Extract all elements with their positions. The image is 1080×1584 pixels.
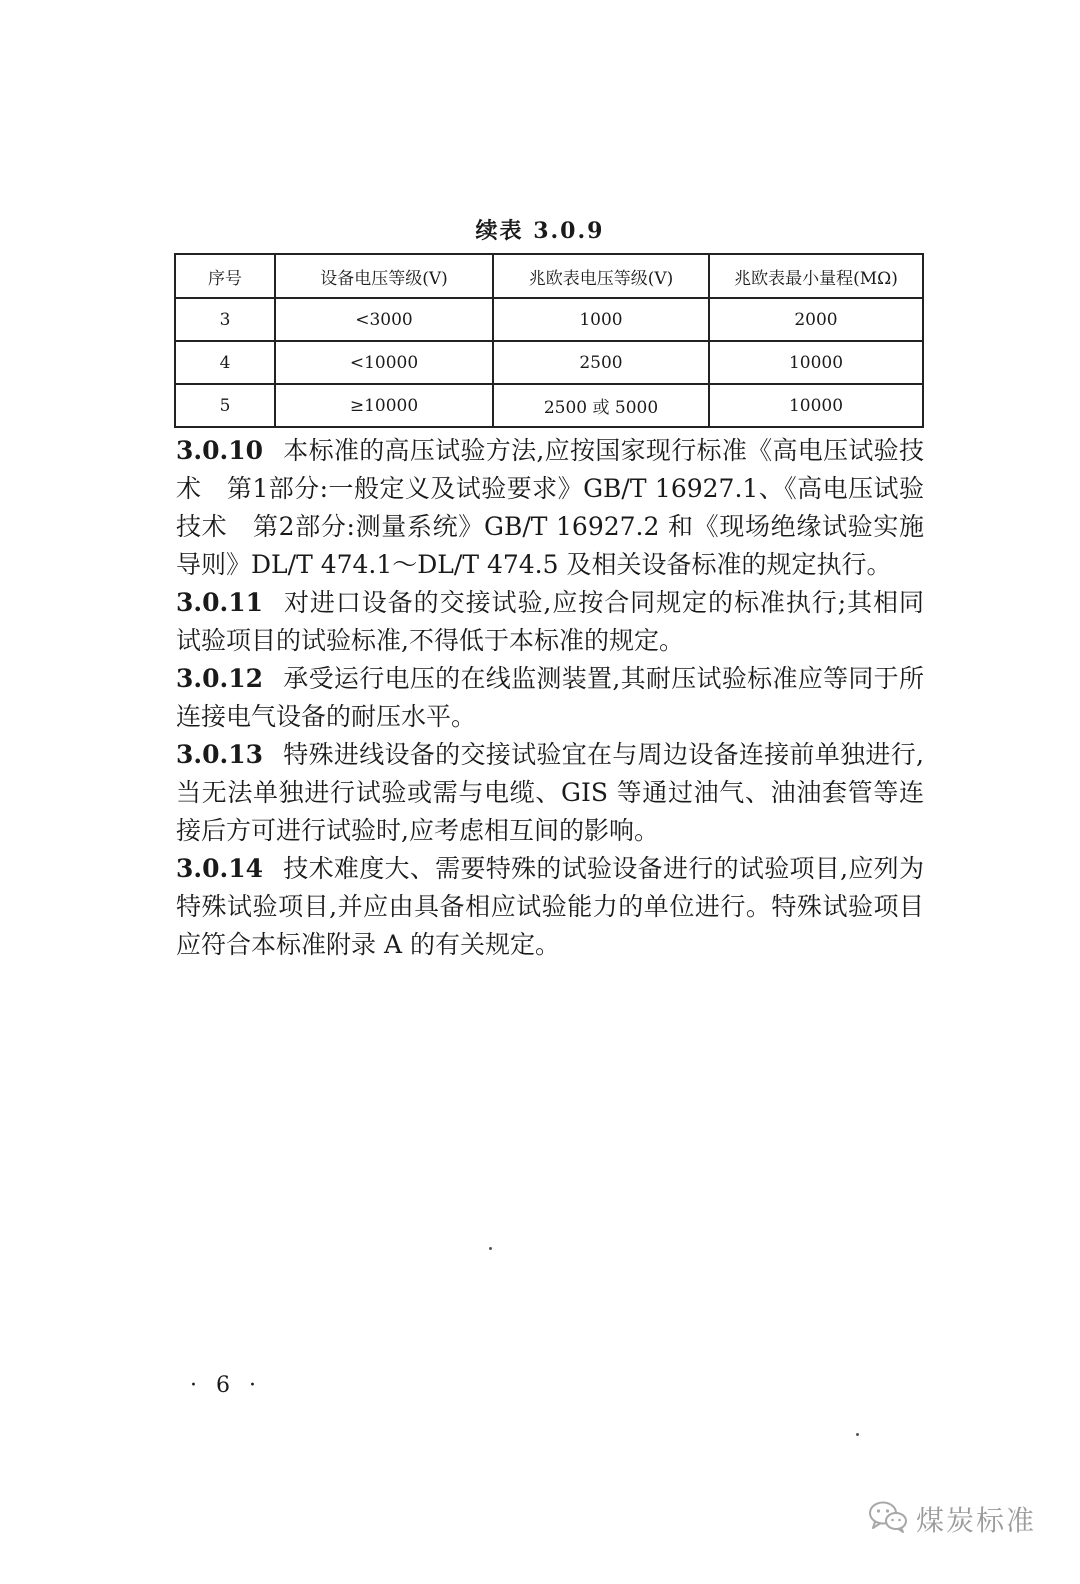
clause-3-0-14: [176, 850, 924, 964]
header-index: 序号: [175, 254, 275, 298]
table-cell: 2000: [709, 298, 923, 341]
clause-3-0-10: [176, 432, 924, 584]
table-cell: <10000: [275, 341, 493, 384]
header-equipment-voltage: 设备电压等级(V): [275, 254, 493, 298]
watermark: [868, 1496, 1036, 1542]
table-row: [175, 341, 923, 384]
table-cell: 2500 或 5000: [493, 384, 709, 427]
table-caption: 续表 3.0.9: [475, 218, 605, 244]
clause-number: 3.0.11: [176, 588, 263, 617]
insulation-tester-table: [174, 253, 924, 428]
page-number: · 6 ·: [190, 1373, 262, 1398]
table-cell: 4: [175, 341, 275, 384]
table-cell: 10000: [709, 341, 923, 384]
clause-3-0-13: [176, 736, 924, 850]
header-megger-range: 兆欧表最小量程(MΩ): [709, 254, 923, 298]
table-cell: 2500: [493, 341, 709, 384]
clause-3-0-11: [176, 584, 924, 660]
table-cell: 5: [175, 384, 275, 427]
clause-number: 3.0.10: [176, 436, 263, 465]
table-cell: 10000: [709, 384, 923, 427]
clause-number: 3.0.13: [176, 740, 263, 769]
clause-number: 3.0.14: [176, 854, 263, 883]
clause-number: 3.0.12: [176, 664, 263, 693]
table-row: [175, 384, 923, 427]
clause-list: [176, 432, 924, 964]
clause-text: 承受运行电压的在线监测装置,其耐压试验标准应等同于所连接电气设备的耐压水平。: [176, 664, 924, 731]
table-cell: 1000: [493, 298, 709, 341]
table-cell: 3: [175, 298, 275, 341]
table-cell: ≥10000: [275, 384, 493, 427]
table-row: [175, 298, 923, 341]
clause-text: 技术难度大、需要特殊的试验设备进行的试验项目,应列为特殊试验项目,并应由具备相应试验能力的单位进行。特殊试验项目应符合本标准附录 A 的有关规定。: [176, 854, 924, 959]
watermark-text: 煤炭标准: [916, 1504, 1037, 1537]
clause-text: 特殊进线设备的交接试验宜在与周边设备连接前单独进行,当无法单独进行试验或需与电缆、GIS 等通过油气、油油套管等连接后方可进行试验时,应考虑相互间的影响。: [176, 740, 924, 845]
scan-speck: [856, 1433, 859, 1436]
clause-3-0-12: [176, 660, 924, 736]
clause-text: 对进口设备的交接试验,应按合同规定的标准执行;其相同试验项目的试验标准,不得低于本标准的规定。: [176, 588, 924, 655]
clause-text: 本标准的高压试验方法,应按国家现行标准《高电压试验技术 第1部分:一般定义及试验要求》GB/T 16927.1、《高电压试验技术 第2部分:测量系统》GB/T 16927.2 和《现场绝缘试验实施导则》DL/T 474.1～DL/T 474.5 及相关设备标准的规定执行。: [176, 436, 924, 579]
scan-speck: [489, 1247, 492, 1250]
table-header-row: [175, 254, 923, 298]
header-megger-voltage: 兆欧表电压等级(V): [493, 254, 709, 298]
table-cell: <3000: [275, 298, 493, 341]
wechat-icon: [868, 1500, 908, 1538]
